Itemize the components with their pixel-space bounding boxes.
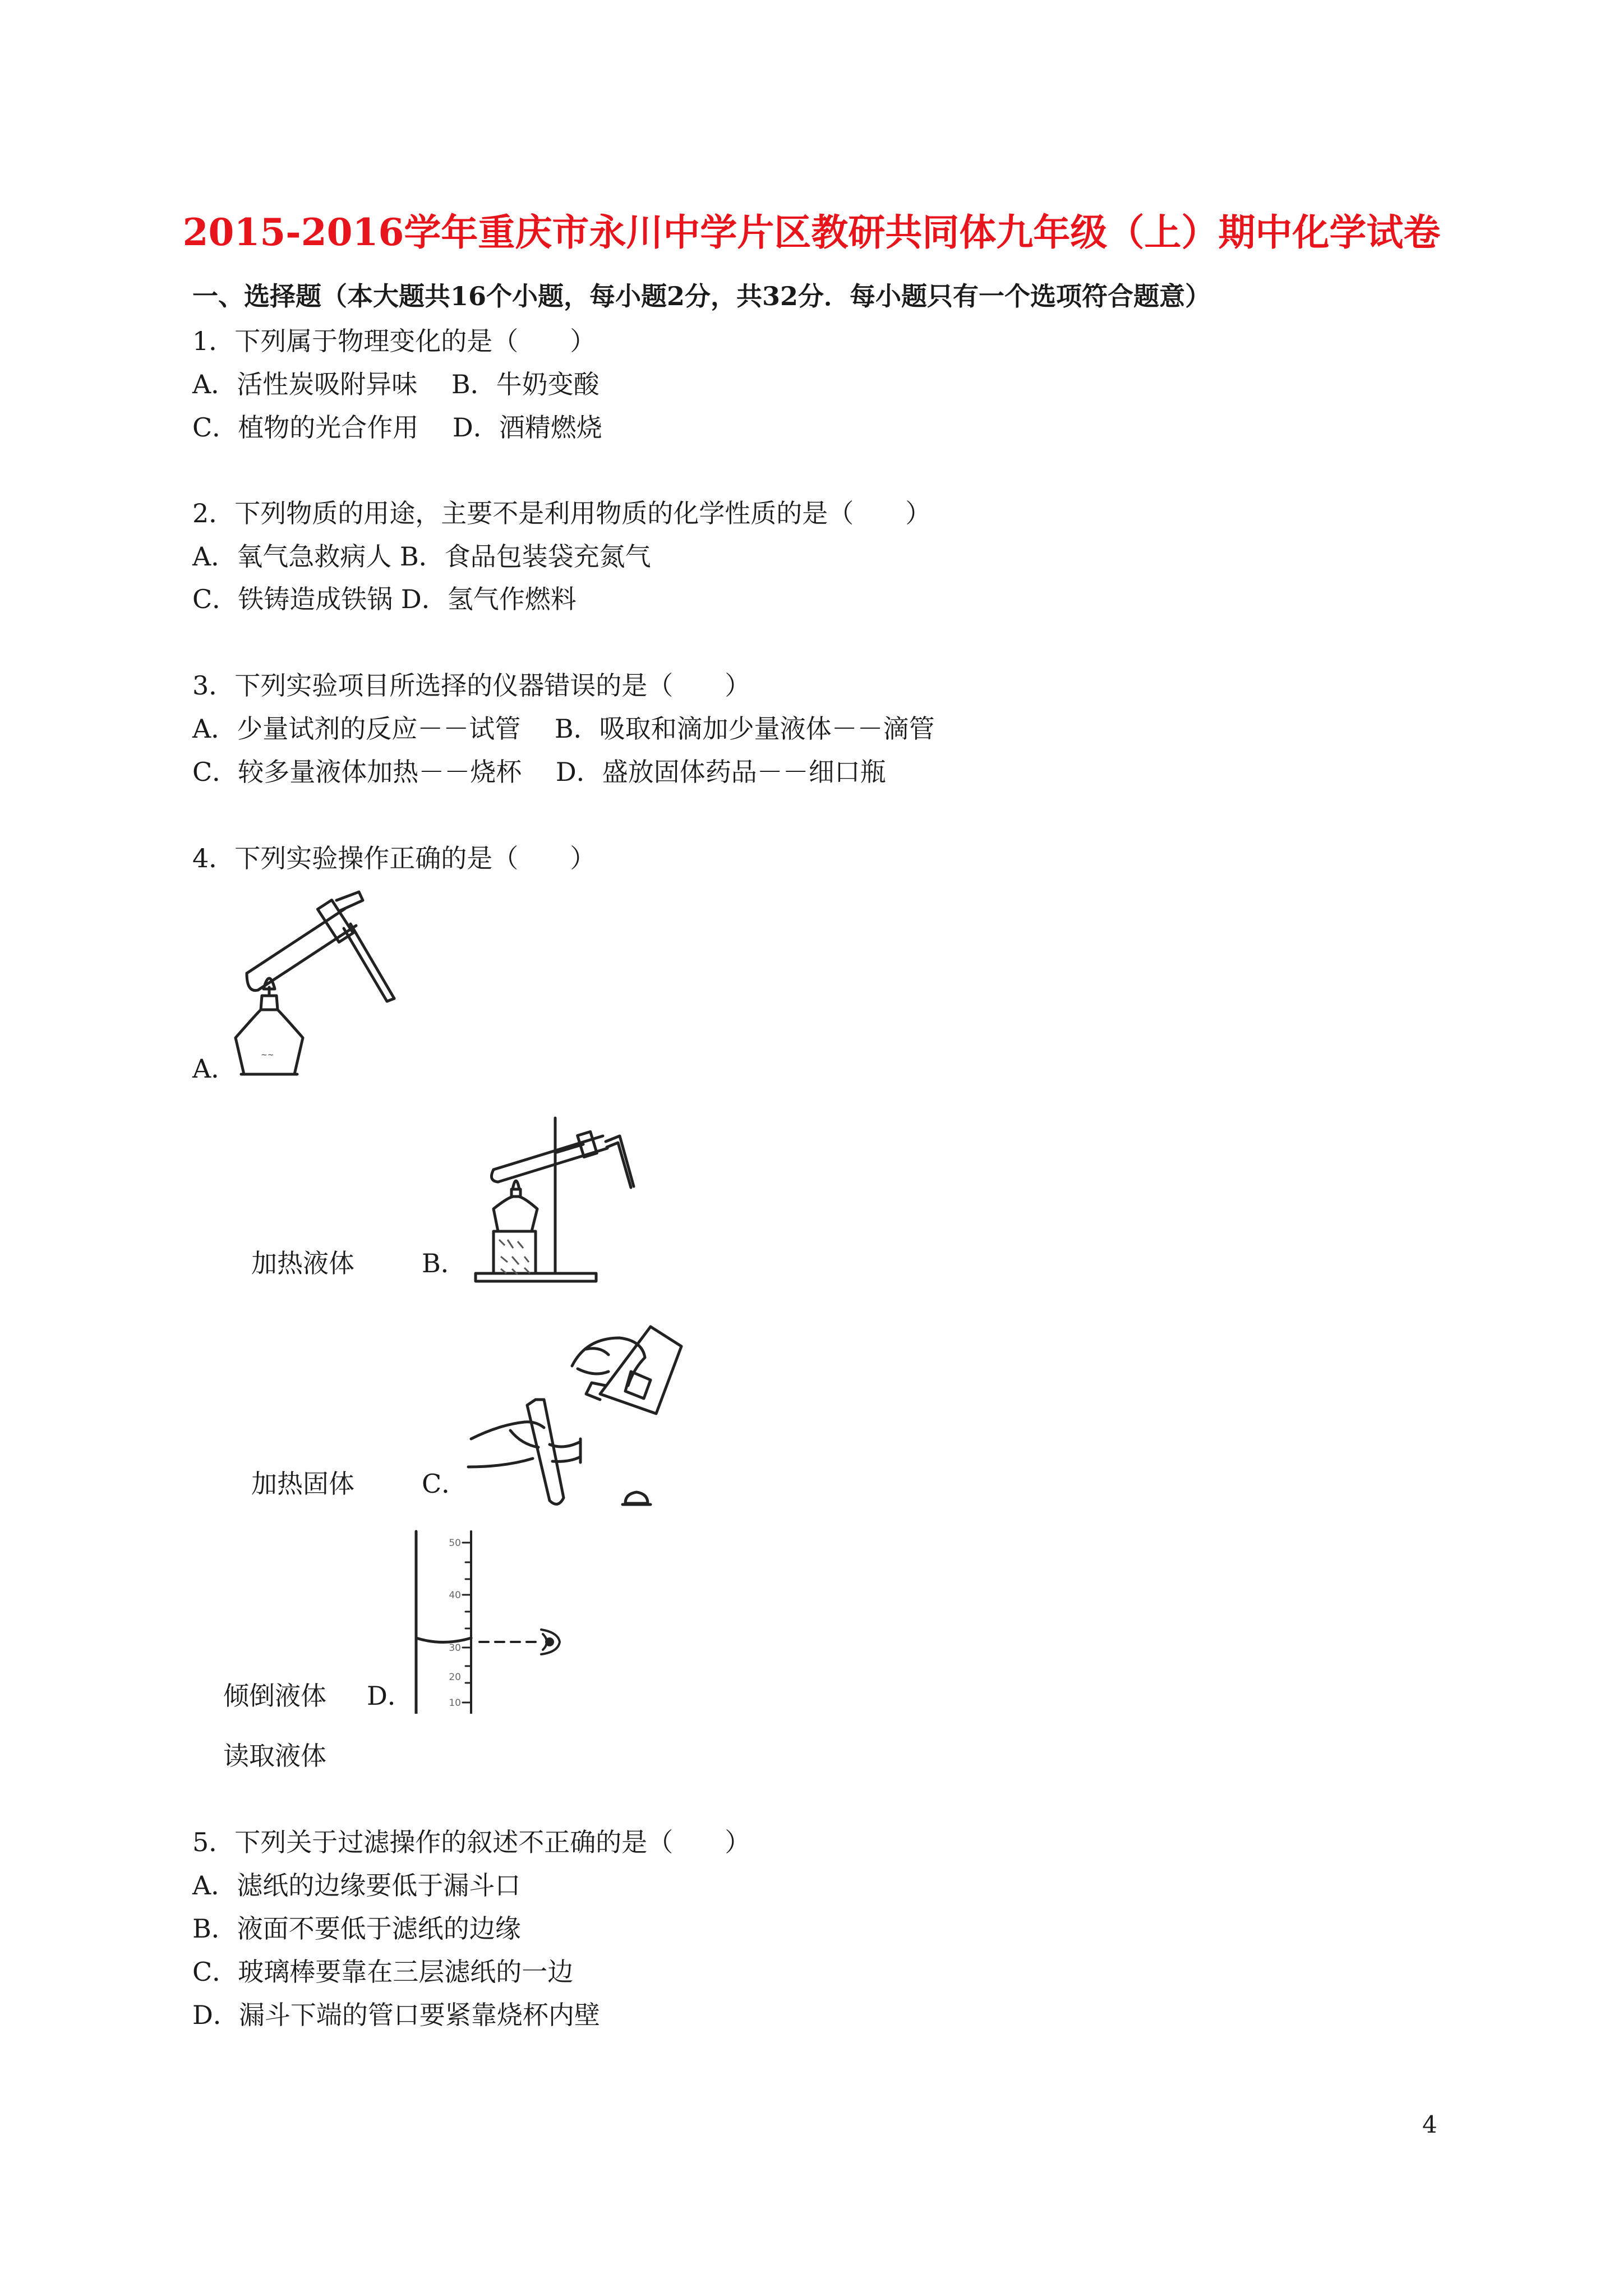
figure-pouring-liquid: [465, 1315, 690, 1517]
q3-stem: 3．下列实验项目所选择的仪器错误的是（ ）: [192, 670, 751, 701]
svg-text:~~: ~~: [261, 1051, 274, 1060]
q4-option-c-label: C．: [422, 1469, 468, 1499]
q4-option-a-label: A．: [192, 1053, 237, 1084]
cylinder-tick-label: 30: [449, 1642, 461, 1654]
cylinder-tick-label: 40: [449, 1590, 461, 1601]
figure-iron-stand-heating: [471, 1114, 656, 1287]
q5-option-b: B．液面不要低于滤纸的边缘: [192, 1913, 521, 1944]
figure-heating-test-tube: [216, 889, 418, 1080]
q2-options-cd: C．铁铸造成铁锅 D．氢气作燃料: [192, 584, 577, 614]
q2-stem: 2．下列物质的用途，主要不是利用物质的化学性质的是（ ）: [192, 498, 932, 528]
q4-caption-c: 倾倒液体: [223, 1681, 326, 1711]
cylinder-tick-label: 50: [449, 1538, 461, 1549]
q4-caption-b: 加热固体: [251, 1469, 354, 1499]
q4-caption-a: 加热液体: [251, 1248, 354, 1278]
q3-options-cd: C．较多量液体加热－－烧杯 D．盛放固体药品－－细口瓶: [192, 757, 886, 787]
page-number: 4: [1422, 2111, 1437, 2138]
q4-option-d-label: D．: [367, 1681, 413, 1711]
q2-options-ab: A．氧气急救病人 B．食品包装袋充氮气: [192, 541, 651, 572]
q5-stem: 5．下列关于过滤操作的叙述不正确的是（ ）: [192, 1827, 751, 1857]
q3-options-ab: A．少量试剂的反应－－试管 B．吸取和滴加少量液体－－滴管: [192, 714, 935, 744]
q5-option-d: D．漏斗下端的管口要紧靠烧杯内壁: [192, 2000, 600, 2030]
section-heading: 一、选择题（本大题共16个小题，每小题2分，共32分．每小题只有一个选项符合题意）: [192, 281, 1211, 311]
q4-stem: 4．下列实验操作正确的是（ ）: [192, 843, 596, 873]
q1-options-cd: C．植物的光合作用 D．酒精燃烧: [192, 412, 602, 443]
cylinder-tick-label: 20: [449, 1672, 461, 1683]
q5-option-c: C．玻璃棒要靠在三层滤纸的一边: [192, 1957, 574, 1987]
cylinder-tick-label: 10: [449, 1697, 461, 1709]
q1-options-ab: A．活性炭吸附异味 B．牛奶变酸: [192, 369, 600, 399]
figure-graduated-cylinder: [409, 1529, 566, 1714]
q4-caption-d: 读取液体: [223, 1741, 326, 1771]
q1-stem: 1．下列属于物理变化的是（ ）: [192, 326, 596, 356]
q5-option-a: A．滤纸的边缘要低于漏斗口: [192, 1870, 521, 1901]
q4-option-b-label: B．: [422, 1248, 467, 1278]
page-title: 2015-2016学年重庆市永川中学片区教研共同体九年级（上）期中化学试卷: [182, 210, 1441, 254]
